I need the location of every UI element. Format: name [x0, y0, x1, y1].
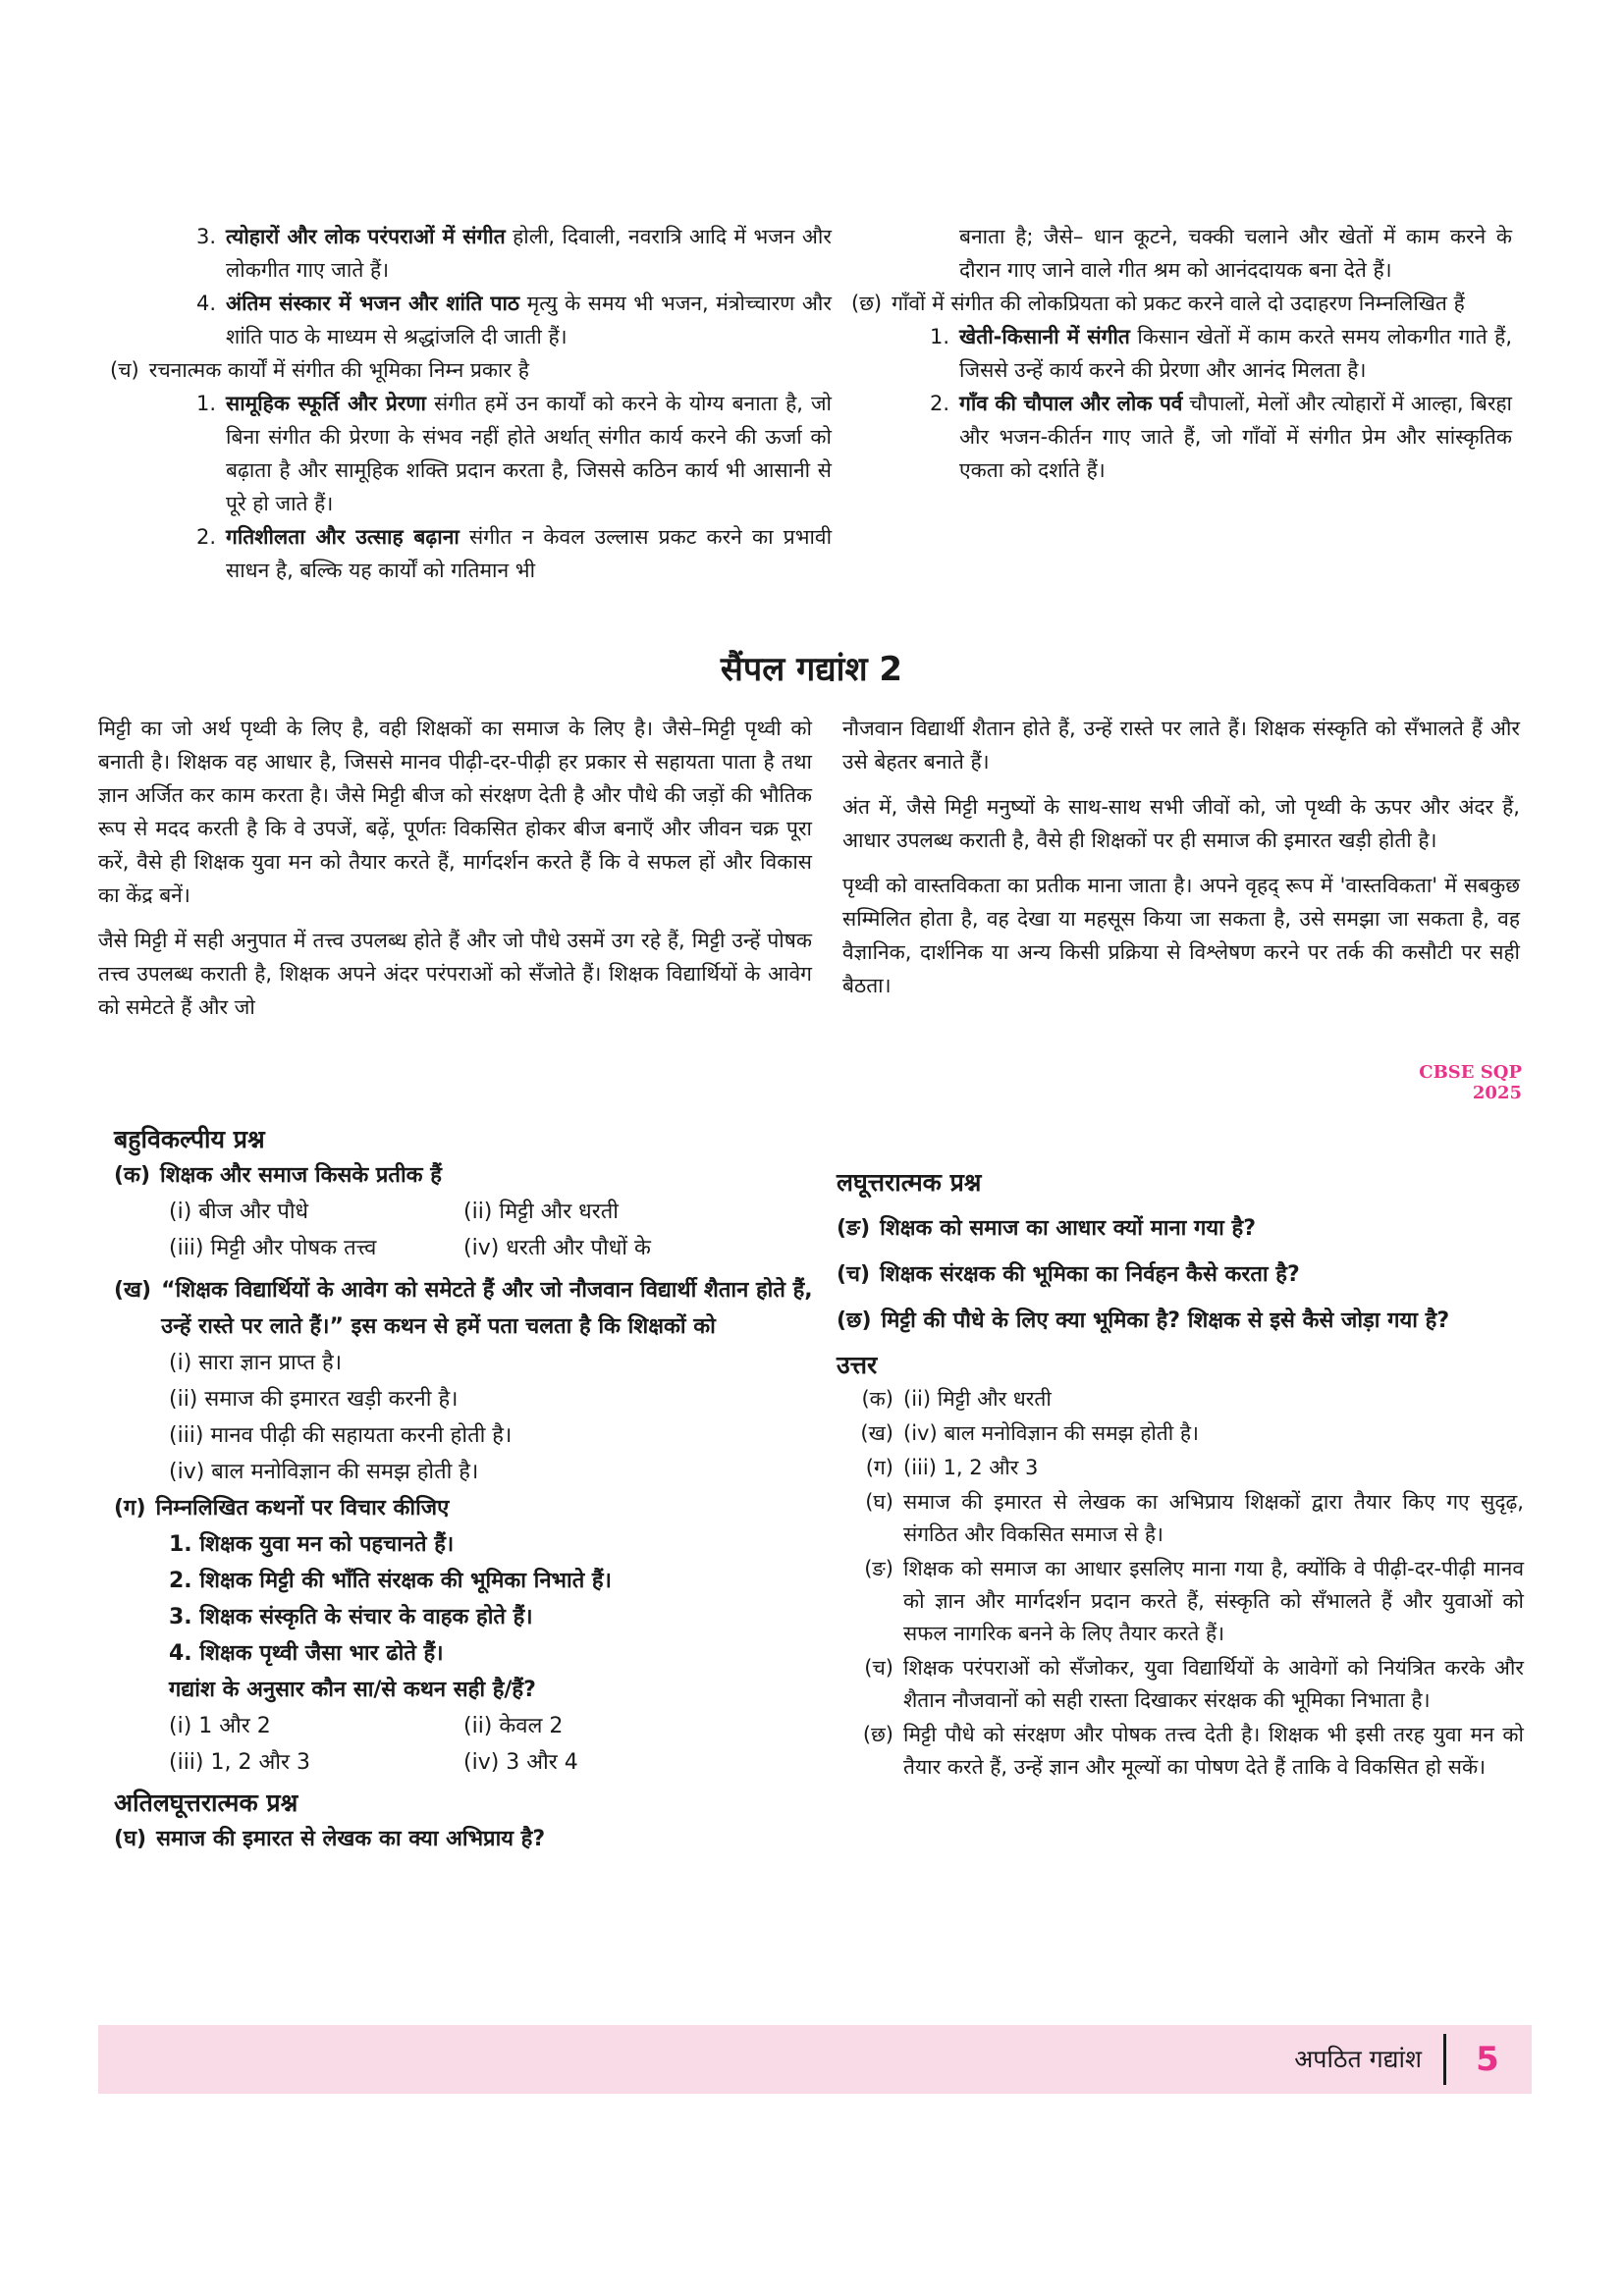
question-label: (घ) — [114, 1827, 147, 1851]
option: (ii) मिट्टी और धरती — [463, 1200, 619, 1224]
item-number: (च) — [110, 358, 139, 382]
item-heading: सामूहिक स्फूर्ति और प्रेरणा — [226, 392, 426, 415]
passage-paragraph: जैसे मिट्टी में सही अनुपात में तत्त्व उपलब्ध होते हैं और जो पौधे उसमें उग रहे हैं, मिट्टी उन्हें पोषक तत्त्व उपलब्ध कराती है, शिक्षक अपने अंदर परंपराओं को सँजोते हैं। शिक्षक विद्यार्थियों के आवेग को समेटते हैं और जो — [98, 929, 812, 1019]
list-item — [851, 387, 1512, 487]
answer-text: मिट्टी पौधे को संरक्षण और पोषक तत्त्व देती है। शिक्षक भी इसी तरह युवा मन को तैयार करते हैं, उन्हें ज्ञान और मूल्यों का पोषण देते हैं ताकि वे विकसित हो सकें। — [903, 1723, 1524, 1779]
question-cha — [837, 1256, 1524, 1293]
item-number: 3. — [196, 225, 217, 248]
question-label: (छ) — [837, 1308, 872, 1333]
item-heading: गाँव की चौपाल और लोक पर्व — [959, 392, 1183, 415]
saq-heading: लघूत्तरात्मक प्रश्न — [837, 1168, 982, 1197]
vsaq-heading: अतिलघूत्तरात्मक प्रश्न — [114, 1789, 298, 1817]
section-a-right-column — [851, 220, 1512, 487]
mcq-heading: बहुविकल्पीय प्रश्न — [114, 1125, 265, 1153]
item-number: 1. — [930, 325, 950, 348]
statement: 1. शिक्षक युवा मन को पहचानते हैं। — [169, 1532, 455, 1557]
statement: 4. शिक्षक पृथ्वी जैसा भार ढोते हैं। — [169, 1641, 444, 1666]
option: (iv) धरती और पौधों के — [463, 1236, 651, 1260]
passage-left-column — [98, 712, 812, 1036]
list-item — [110, 520, 832, 587]
answer-text: (iii) 1, 2 और 3 — [903, 1456, 1039, 1479]
question-text: शिक्षक को समाज का आधार क्यों माना गया है? — [880, 1216, 1256, 1241]
answers-list — [837, 1383, 1524, 1784]
section-a-left-column — [110, 220, 832, 587]
question-text: शिक्षक और समाज किसके प्रतीक हैं — [160, 1163, 442, 1188]
answer-text: शिक्षक को समाज का आधार इसलिए माना गया है, क्योंकि वे पीढ़ी-दर-पीढ़ी मानव को ज्ञान और मार्गदर्शन प्रदान करते हैं, संस्कृति को सँभालते हैं और युवाओं को सफल नागरिक बनने के लिए तैयार करते हैं। — [903, 1557, 1524, 1645]
question-nga — [837, 1210, 1524, 1247]
sub-question — [110, 353, 832, 387]
item-heading: खेती-किसानी में संगीत — [959, 325, 1130, 348]
option: (i) बीज और पौधे — [169, 1200, 309, 1224]
source-tag: CBSE SQP 2025 — [1419, 1062, 1522, 1103]
option: (ii) समाज की इमारत खड़ी करनी है। — [169, 1387, 459, 1412]
option: (iv) बाल मनोविज्ञान की समझ होती है। — [169, 1460, 479, 1484]
question-text: “शिक्षक विद्यार्थियों के आवेग को समेटते हैं और जो नौजवान विद्यार्थी शैतान होते हैं, उन्हें रास्ते पर लाते हैं।” इस कथन से हमें पता चलता है कि शिक्षकों को — [161, 1278, 813, 1339]
option: (iii) 1, 2 और 3 — [169, 1750, 310, 1775]
list-item — [110, 220, 832, 287]
answer-text: (iv) बाल मनोविज्ञान की समझ होती है। — [903, 1421, 1199, 1445]
option: (iii) मिट्टी और पोषक तत्त्व — [169, 1236, 377, 1260]
list-item — [110, 287, 832, 353]
question-label: (क) — [114, 1163, 151, 1188]
passage-right-column — [842, 712, 1520, 1014]
item-text: संगीत न केवल उल्लास प्रकट करने का प्रभावी साधन है, बल्कि यह कार्यों को गतिमान भी — [226, 525, 833, 582]
footer-divider — [1443, 2034, 1446, 2085]
answer-label: (ख) — [860, 1421, 893, 1445]
passage-paragraph: मिट्टी का जो अर्थ पृथ्वी के लिए है, वही शिक्षकों का समाज के लिए है। जैसे–मिट्टी पृथ्वी को बनाती है। शिक्षक वह आधार है, जिससे मानव पीढ़ी-दर-पीढ़ी हर प्रकार से सहायता पाता है तथा ज्ञान अर्जित कर काम करता है। जैसे मिट्टी बीज को संरक्षण देती है और पौधे की जड़ों की भौतिक रूप से मदद करती है कि वे उपजें, बढ़ें, पूर्णतः विकसित होकर बीज बनाएँ और जीवन चक्र पूरा करें, वैसे ही शिक्षक युवा मन को तैयार करते हैं, मार्गदर्शन करते हैं कि वे सफल हों और विकास का केंद्र बनें। — [98, 717, 812, 907]
item-text: रचनात्मक कार्यों में संगीत की भूमिका निम्न प्रकार है — [148, 358, 529, 382]
passage-paragraph: नौजवान विद्यार्थी शैतान होते हैं, उन्हें रास्ते पर लाते हैं। शिक्षक संस्कृति को सँभालते हैं और उसे बेहतर बनाते हैं। — [842, 717, 1520, 774]
item-number: 2. — [930, 392, 950, 415]
item-number: 4. — [196, 292, 217, 315]
statement: 3. शिक्षक संस्कृति के संचार के वाहक होते हैं। — [169, 1605, 533, 1629]
question-text: मिट्टी की पौधे के लिए क्या भूमिका है? शिक्षक से इसे कैसे जोड़ा गया है? — [881, 1308, 1450, 1333]
list-item — [110, 387, 832, 520]
questions-right-column — [837, 1164, 1524, 1786]
question-text: समाज की इमारत से लेखक का क्या अभिप्राय है? — [156, 1827, 546, 1851]
answer-label: (ग) — [865, 1456, 893, 1479]
question-label: (ख) — [114, 1278, 152, 1303]
item-heading: त्योहारों और लोक परंपराओं में संगीत — [226, 225, 506, 248]
answer-item — [837, 1719, 1524, 1784]
item-text: गाँवों में संगीत की लोकप्रियता को प्रकट करने वाले दो उदाहरण निम्नलिखित हैं — [892, 292, 1465, 315]
item-number: (छ) — [851, 292, 883, 315]
answer-text: समाज की इमारत से लेखक का अभिप्राय शिक्षकों द्वारा तैयार किए गए सुदृढ़, संगठित और विकसित समाज से है। — [903, 1490, 1524, 1546]
item-number: 2. — [196, 525, 217, 549]
question-kha — [114, 1272, 821, 1345]
answer-label: (च) — [864, 1656, 893, 1680]
statements-list — [114, 1526, 821, 1708]
sub-question — [851, 287, 1512, 320]
section-title: सैंपल गद्यांश 2 — [720, 650, 903, 689]
item-text: चौपालों, मेलों और त्योहारों में आल्हा, बिरहा और भजन-कीर्तन गाए जाते हैं, जो गाँवों में संगीत प्रेम और सांस्कृतिक एकता को दर्शाते हैं। — [959, 392, 1512, 482]
answer-label: (क) — [861, 1387, 893, 1411]
question-label: (च) — [837, 1262, 871, 1287]
question-label: (ङ) — [837, 1216, 871, 1241]
question-ask: गद्यांश के अनुसार कौन सा/से कथन सही है/हैं? — [169, 1678, 536, 1702]
item-heading: गतिशीलता और उत्साह बढ़ाना — [226, 525, 460, 549]
question-chha — [837, 1303, 1524, 1339]
statement: 2. शिक्षक मिट्टी की भाँति संरक्षक की भूमिका निभाते हैं। — [169, 1569, 612, 1593]
passage-paragraph: अंत में, जैसे मिट्टी मनुष्यों के साथ-साथ सभी जीवों को, जो पृथ्वी के ऊपर और अंदर हैं, आधार उपलब्ध कराती है, वैसे ही शिक्षकों पर ही समाज की इमारत खड़ी होती है। — [842, 795, 1520, 852]
answer-item — [837, 1486, 1524, 1551]
item-text: मृत्यु के समय भी भजन, मंत्रोच्चारण और शांति पाठ के माध्यम से श्रद्धांजलि दी जाती हैं। — [226, 292, 832, 348]
option: (i) 1 और 2 — [169, 1714, 271, 1738]
question-gha — [114, 1821, 821, 1857]
answer-item — [837, 1383, 1524, 1415]
footer-chapter-title: अपठित गद्यांश — [1294, 2045, 1422, 2073]
answer-item — [837, 1417, 1524, 1450]
answers-heading: उत्तर — [837, 1351, 878, 1379]
answer-text: शिक्षक परंपराओं को सँजोकर, युवा विद्यार्थियों के आवेगों को नियंत्रित करके और शैतान नौजवानों को सही रास्ता दिखाकर संरक्षक की भूमिका निभाता है। — [903, 1656, 1524, 1712]
item-text: किसान खेतों में काम करते समय लोकगीत गाते हैं, जिससे उन्हें कार्य करने की प्रेरणा और आनंद मिलता है। — [959, 325, 1512, 382]
question-text: निम्नलिखित कथनों पर विचार कीजिए — [155, 1496, 450, 1521]
item-text: बनाता है; जैसे– धान कूटने, चक्की चलाने और खेतों में काम करने के दौरान गाए जाने वाले गीत श्रम को आनंददायक बना देते हैं। — [959, 225, 1512, 282]
item-heading: अंतिम संस्कार में भजन और शांति पाठ — [226, 292, 520, 315]
passage-paragraph: पृथ्वी को वास्तविकता का प्रतीक माना जाता है। अपने वृहद् रूप में 'वास्तविकता' में सबकुछ सम्मिलित होता है, वह देखा या महसूस किया जा सकता है, उसे समझा जा सकता है, वह वैज्ञानिक, दार्शनिक या अन्य किसी प्रक्रिया से विश्लेषण करने पर तर्क की कसौटी पर सही बैठता। — [842, 874, 1520, 997]
question-ka — [114, 1157, 821, 1194]
answer-item — [837, 1652, 1524, 1717]
item-number: 1. — [196, 392, 217, 415]
page-number: 5 — [1476, 2040, 1499, 2079]
answer-item — [837, 1452, 1524, 1484]
options-grid — [114, 1708, 821, 1781]
answer-label: (छ) — [862, 1723, 893, 1746]
option: (iii) मानव पीढ़ी की सहायता करनी होती है। — [169, 1423, 513, 1448]
answer-item — [837, 1553, 1524, 1650]
options-grid — [114, 1194, 821, 1266]
option: (iv) 3 और 4 — [463, 1750, 578, 1775]
answer-label: (घ) — [865, 1490, 893, 1514]
answer-text: (ii) मिट्टी और धरती — [903, 1387, 1052, 1411]
list-item-continuation — [851, 220, 1512, 287]
list-item — [851, 320, 1512, 387]
answer-label: (ङ) — [864, 1557, 893, 1580]
question-text: शिक्षक संरक्षक की भूमिका का निर्वहन कैसे करता है? — [880, 1262, 1300, 1287]
question-label: (ग) — [114, 1496, 146, 1521]
item-text: संगीत हमें उन कार्यों को करने के योग्य बनाता है, जो बिना संगीत की प्रेरणा के संभव नहीं होते अर्थात् संगीत कार्य करने की ऊर्जा को बढ़ाता है और सामूहिक शक्ति प्रदान करता है, जिससे कठिन कार्य भी आसानी से पूरे हो जाते हैं। — [226, 392, 832, 515]
option: (i) सारा ज्ञान प्राप्त है। — [169, 1351, 343, 1375]
option: (ii) केवल 2 — [463, 1714, 564, 1738]
options-list — [114, 1345, 821, 1490]
question-ga — [114, 1490, 821, 1526]
questions-left-column — [114, 1121, 821, 1857]
item-text: होली, दिवाली, नवरात्रि आदि में भजन और लोकगीत गाए जाते हैं। — [226, 225, 832, 282]
